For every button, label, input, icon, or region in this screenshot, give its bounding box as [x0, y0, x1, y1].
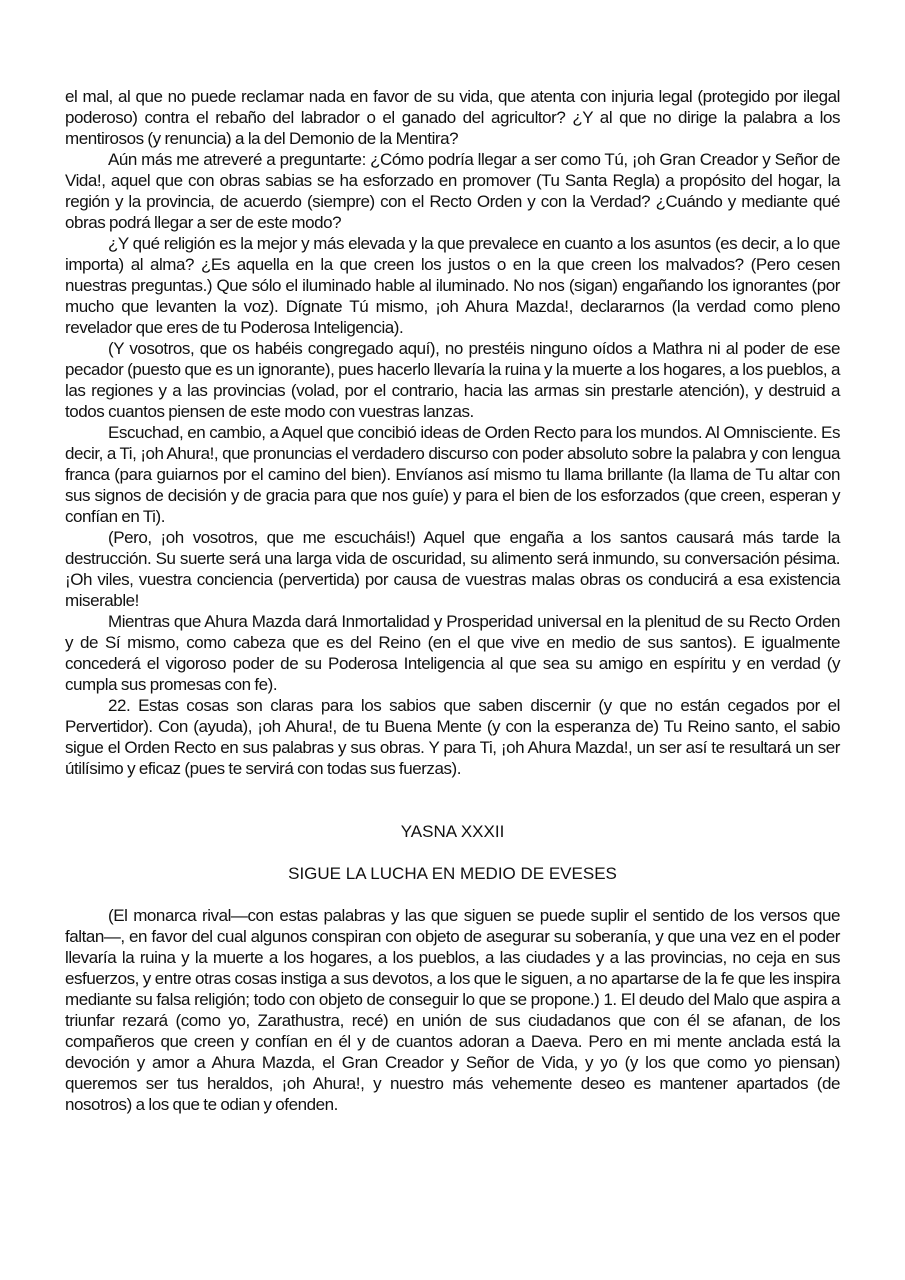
paragraph: el mal, al que no puede reclamar nada en favor de su vida, que atenta con injuria legal (protegido por ilegal poderoso) contra el rebaño del labrador o el ganado del agricultor? ¿Y al que no dirige la palabra a los mentirosos (y renuncia) a la del Demonio de la Mentira?	[65, 87, 840, 148]
paragraph: (Y vosotros, que os habéis congregado aquí), no prestéis ninguno oídos a Mathra ni al poder de ese pecador (puesto que es un ignorante), pues hacerlo llevaría la ruina y la muerte a los hogares, a los pueblos, a las regiones y a las provincias (volad, por el contrario, hacia las armas sin prestarle atención), y destruid a todos cuantos piensen de este modo con vuestras lanzas.	[65, 339, 840, 421]
paragraph: Aún más me atreveré a preguntarte: ¿Cómo podría llegar a ser como Tú, ¡oh Gran Creador y Señor de Vida!, aquel que con obras sabias se ha esforzado en promover (Tu Santa Regla) a propósito del hogar, la región y la provincia, de acuerdo (siempre) con el Recto Orden y con la Verdad? ¿Cuándo y mediante qué obras podrá llegar a ser de este modo?	[65, 150, 840, 232]
chapter-title: YASNA XXXII	[400, 822, 505, 841]
paragraph: Escuchad, en cambio, a Aquel que concibió ideas de Orden Recto para los mundos. Al Omnisciente. Es decir, a Ti, ¡oh Ahura!, que pronuncias el verdadero discurso con poder absoluto sobre la palabra y con lengua franca (para guiarnos por el camino del bien). Envíanos así mismo tu llama brillante (la llama de Tu altar con sus signos de decisión y de gracia para que nos guíe) y para el bien de los esforzados (que creen, esperan y confían en Ti).	[65, 423, 840, 526]
paragraph: (Pero, ¡oh vosotros, que me escucháis!) Aquel que engaña a los santos causará más tarde la destrucción. Su suerte será una larga vida de oscuridad, su alimento será inmundo, su conversación pésima. ¡Oh viles, vuestra conciencia (pervertida) por causa de vuestras malas obras os conducirá a esa existencia miserable!	[65, 528, 840, 610]
chapter-subtitle: SIGUE LA LUCHA EN MEDIO DE EVESES	[288, 864, 617, 883]
paragraph: ¿Y qué religión es la mejor y más elevada y la que prevalece en cuanto a los asuntos (es decir, a lo que importa) al alma? ¿Es aquella en la que creen los justos o en la que creen los malvados? (Pero cesen nuestras preguntas.) Que sólo el iluminado hable al iluminado. No nos (sigan) engañando los ignorantes (por mucho que levanten la voz). Dígnate Tú mismo, ¡oh Ahura Mazda!, declararnos (la verdad como pleno revelador que eres de tu Poderosa Inteligencia).	[65, 234, 840, 337]
paragraph: Mientras que Ahura Mazda dará Inmortalidad y Prosperidad universal en la plenitud de su Recto Orden y de Sí mismo, como cabeza que es del Reino (en el que vive en medio de sus santos). E igualmente concederá el vigoroso poder de su Poderosa Inteligencia al que sea su amigo en espíritu y en verdad (y cumpla sus promesas con fe).	[65, 612, 840, 694]
document-page	[65, 86, 840, 1115]
paragraph: (El monarca rival—con estas palabras y las que siguen se puede suplir el sentido de los versos que faltan—, en favor del cual algunos conspiran con objeto de asegurar su soberanía, y que una vez en el poder llevaría la ruina y la muerte a los hogares, a los pueblos, a las ciudades y a las provincias, no ceja en sus esfuerzos, y entre otras cosas instiga a sus devotos, a los que le siguen, a no apartarse de la fe que les inspira mediante su falsa religión; todo con objeto de conseguir lo que se propone.) 1. El deudo del Malo que aspira a triunfar rezará (como yo, Zarathustra, recé) en unión de sus ciudadanos que con él se afanan, de los compañeros que creen y confían en él y de cuantos adoran a Daeva. Pero en mi mente anclada está la devoción y amor a Ahura Mazda, el Gran Creador y Señor de Vida, y yo (y los que como yo piensan) queremos ser tus heraldos, ¡oh Ahura!, y nuestro más vehemente deseo es mantener apartados (de nosotros) a los que te odian y ofenden.	[65, 906, 840, 1114]
paragraph: 22. Estas cosas son claras para los sabios que saben discernir (y que no están cegados por el Pervertidor). Con (ayuda), ¡oh Ahura!, de tu Buena Mente (y con la esperanza de) Tu Reino santo, el sabio sigue el Orden Recto en sus palabras y sus obras. Y para Ti, ¡oh Ahura Mazda!, un ser así te resultará un ser útilísimo y eficaz (pues te servirá con todas sus fuerzas).	[65, 696, 840, 778]
